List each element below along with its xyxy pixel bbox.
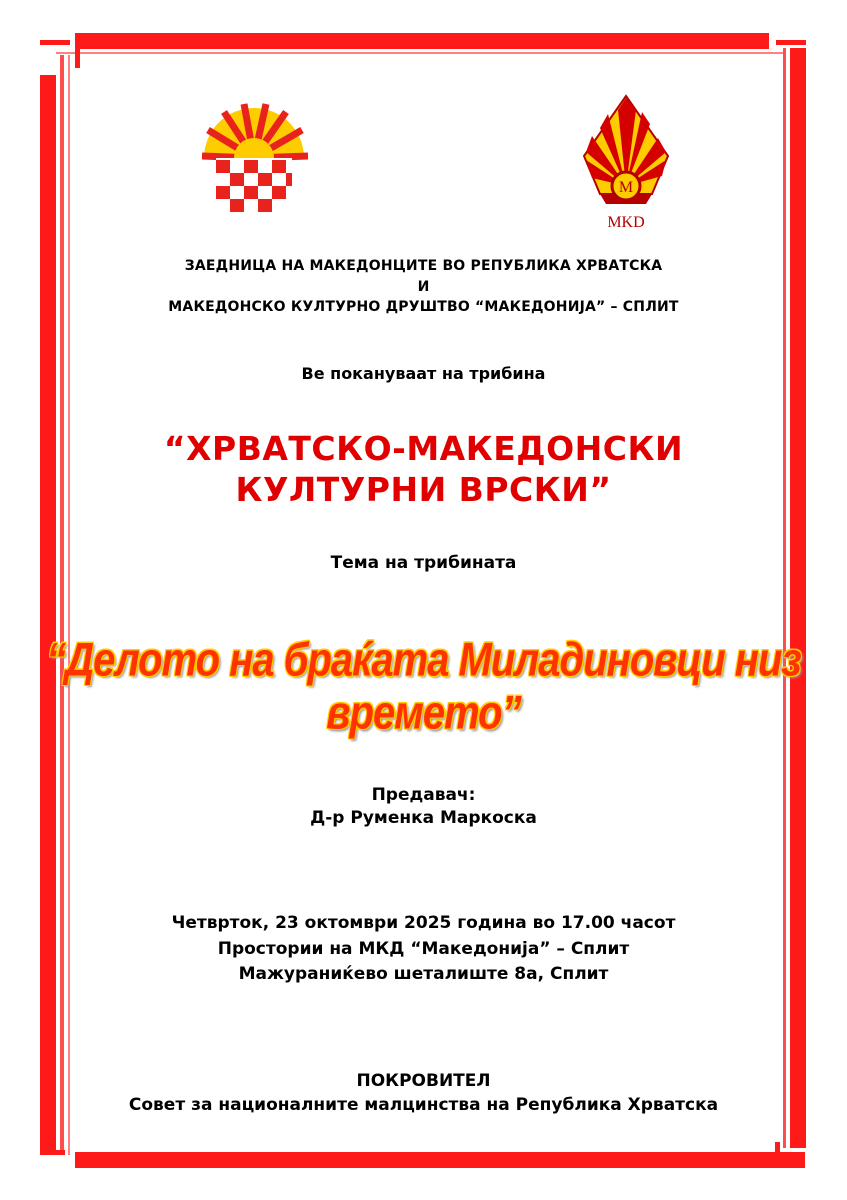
- emblem-letter: M: [618, 179, 634, 196]
- theme-title: “Делото на браќата Миладиновци низ времето”: [46, 634, 801, 740]
- frame-top: [75, 33, 769, 49]
- frame-top-inner: [56, 52, 786, 54]
- event-title-line-2: КУЛТУРНИ ВРСКИ”: [235, 470, 612, 509]
- emblem-caption: MKD: [607, 214, 645, 231]
- event-address: Мажураниќево шеталиште 8а, Сплит: [238, 964, 609, 984]
- frame-corner-top-left: [75, 33, 80, 68]
- frame-top-accent-left: [40, 40, 70, 45]
- frame-bottom: [75, 1152, 805, 1168]
- frame-top-accent-right: [776, 40, 806, 45]
- sponsor-label: ПОКРОВИТЕЛ: [356, 1071, 491, 1091]
- event-title: [0, 428, 847, 510]
- event-date-time: Четврток, 23 октомври 2025 година во 17.00 часот: [171, 913, 676, 933]
- organizer-line-2: МАКЕДОНСКО КУЛТУРНО ДРУШТВО “МАКЕДОНИЈА” – СПЛИТ: [168, 299, 679, 315]
- invitation-text: Ве покануваат на трибина: [301, 364, 546, 383]
- sponsor-name: Совет за националните малцинства на Република Хрватска: [128, 1095, 719, 1115]
- checkerboard: [216, 158, 292, 216]
- organizer-conjunction: И: [417, 279, 430, 295]
- event-venue: Простории на МКД “Македонија” – Сплит: [217, 939, 630, 959]
- mkd-emblem-icon: [578, 94, 674, 234]
- organizer-line-1: ЗАЕДНИЦА НА МАКЕДОНЦИТЕ ВО РЕПУБЛИКА ХРВАТСКА: [184, 258, 663, 274]
- event-title-line-1: “ХРВАТСКО-МАКЕДОНСКИ: [163, 429, 684, 468]
- lecturer-label: Предавач:: [371, 785, 476, 805]
- frame-left-thin: [60, 55, 64, 1150]
- frame-left-inner: [68, 55, 70, 1155]
- lecturer-name: Д-р Руменка Маркоска: [310, 808, 537, 828]
- theme-label: Тема на трибината: [330, 553, 517, 573]
- frame-corner-bottom-right: [775, 1142, 780, 1168]
- frame-bottom-accent: [40, 1150, 65, 1155]
- frame-left: [40, 75, 56, 1150]
- sun-checkerboard-logo-icon: [194, 98, 314, 220]
